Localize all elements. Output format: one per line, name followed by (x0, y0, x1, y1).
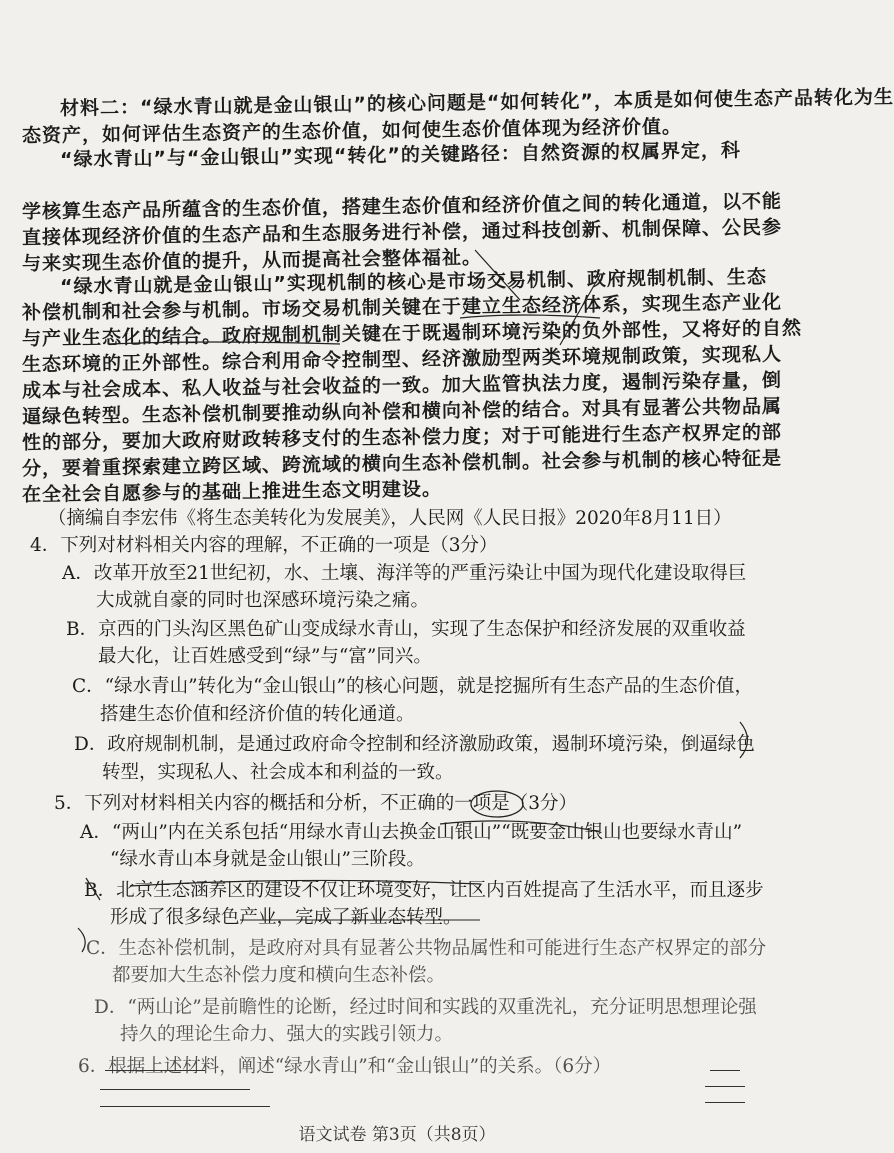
q5-option-d: D．“两山论”是前瞻性的论断，经过时间和实践的双重洗礼，充分证明思想理论强 (94, 997, 757, 1018)
material-line: 性的部分，要加大政府财政转移支付的生态补偿力度；对于可能进行生态产权界定的部 (21, 421, 783, 454)
material-line: 与来实现生态价值的提升，从而提高社会整体福祉。 (21, 246, 483, 275)
answer-line (100, 1106, 270, 1107)
page-footer: 语文试卷 第3页（共8页） (298, 1125, 496, 1145)
material-line: 态资产，如何评估生态资产的生态价值，如何使生态价值体现为经济价值。 (21, 115, 683, 147)
material-line: “绿水青山就是金山银山”的核心问题是“如何转化”，本质是如何使生态产品转化为生 (139, 86, 894, 119)
material-line: 直接体现经济价值的生态产品和生态服务进行补偿，通过科技创新、机制保障、公民参 (21, 216, 783, 249)
q4-option-a-cont: 大成就自豪的同时也深感环境污染之痛。 (96, 590, 430, 611)
material-line: 在全社会自愿参与的基础上推进生态文明建设。 (21, 478, 443, 506)
answer-line (705, 1102, 745, 1103)
bracket-mark (78, 928, 85, 952)
q5-option-b: B．北京生态涵养区的建设不仅让环境变好，让区内百姓提高了生活水平，而且逐步 (84, 880, 764, 901)
answer-line (705, 1086, 745, 1087)
material-line: 与产业生态化的结合。政府规制机制关键在于既遏制环境污染的负外部性，又将好的自然 (21, 317, 803, 350)
q4-option-a: A．改革开放至21世纪初，水、土壤、海洋等的严重污染让中国为现代化建设取得巨 (62, 563, 747, 584)
material-line: “绿水青山就是金山银山”实现机制的核心是市场交易机制、政府规制机制、生态 (59, 266, 768, 298)
q4-option-b-cont: 最大化，让百姓感受到“绿”与“富”同兴。 (98, 646, 432, 667)
question-4-stem: 4．下列对材料相关内容的理解，不正确的一项是（3分） (30, 535, 498, 556)
material-line: 成本与社会成本、私人收益与社会收益的一致。加大监管执法力度，遏制污染存量，倒 (21, 369, 783, 402)
q5-option-a-cont: “绿水青山本身就是金山银山”三阶段。 (110, 849, 425, 870)
material-line: 逼绿色转型。生态补偿机制要推动纵向补偿和横向补偿的结合。对具有显著公共物品属 (21, 395, 783, 428)
question-6-stem: 6．根据上述材料，阐述“绿水青山”和“金山银山”的关系。（6分） (78, 1056, 612, 1077)
source-citation: （摘编自李宏伟《将生态美转化为发展美》，人民网《人民日报》2020年8月11日） (48, 508, 732, 529)
q5-option-c-cont: 都要加大生态补偿力度和横向生态补偿。 (112, 965, 446, 986)
q4-option-d: D．政府规制机制，是通过政府命令控制和经济激励政策，遏制环境污染，倒逼绿色 (74, 734, 755, 755)
q4-option-d-cont: 转型，实现私人、社会成本和利益的一致。 (102, 762, 454, 783)
material-header: 材料二： (59, 96, 141, 120)
q4-option-c: C．“绿水青山”转化为“金山银山”的核心问题，就是挖掘所有生态产品的生态价值， (72, 676, 753, 697)
answer-line (710, 1070, 740, 1071)
material-line: 生态环境的正外部性。综合利用命令控制型、经济激励型两类环境规制政策，实现私人 (21, 343, 783, 376)
q4-option-c-cont: 搭建生态价值和经济价值的转化通道。 (100, 704, 415, 725)
q5-option-a: A．“两山”内在关系包括“用绿水青山去换金山银山”“既要金山银山也要绿水青山” (80, 822, 743, 843)
question-5-stem: 5．下列对材料相关内容的概括和分析，不正确的一项是（3分） (54, 793, 578, 814)
q5-option-c: C．生态补偿机制，是政府对具有显著公共物品属性和可能进行生态产权界定的部分 (86, 938, 767, 959)
material-line: 分，要着重探索建立跨区域、跨流域的横向生态补偿机制。社会参与机制的核心特征是 (21, 447, 783, 480)
q5-option-b-cont: 形成了很多绿色产业，完成了新业态转型。 (110, 907, 462, 928)
q4-option-b: B．京西的门头沟区黑色矿山变成绿水青山，实现了生态保护和经济发展的双重收益 (66, 619, 746, 640)
q5-option-d-cont: 持久的理论生命力、强大的实践引领力。 (120, 1024, 454, 1045)
material-line: 补偿机制和社会参与机制。市场交易机制关键在于建立生态经济体系，实现生态产业化 (21, 291, 783, 324)
answer-line (105, 1070, 205, 1071)
material-line: 学核算生态产品所蕴含的生态价值，搭建生态价值和经济价值之间的转化通道，以不能 (21, 190, 783, 223)
answer-line (100, 1089, 250, 1090)
material-line: “绿水青山”与“金山银山”实现“转化”的关键路径：自然资源的权属界定，科 (59, 139, 742, 171)
